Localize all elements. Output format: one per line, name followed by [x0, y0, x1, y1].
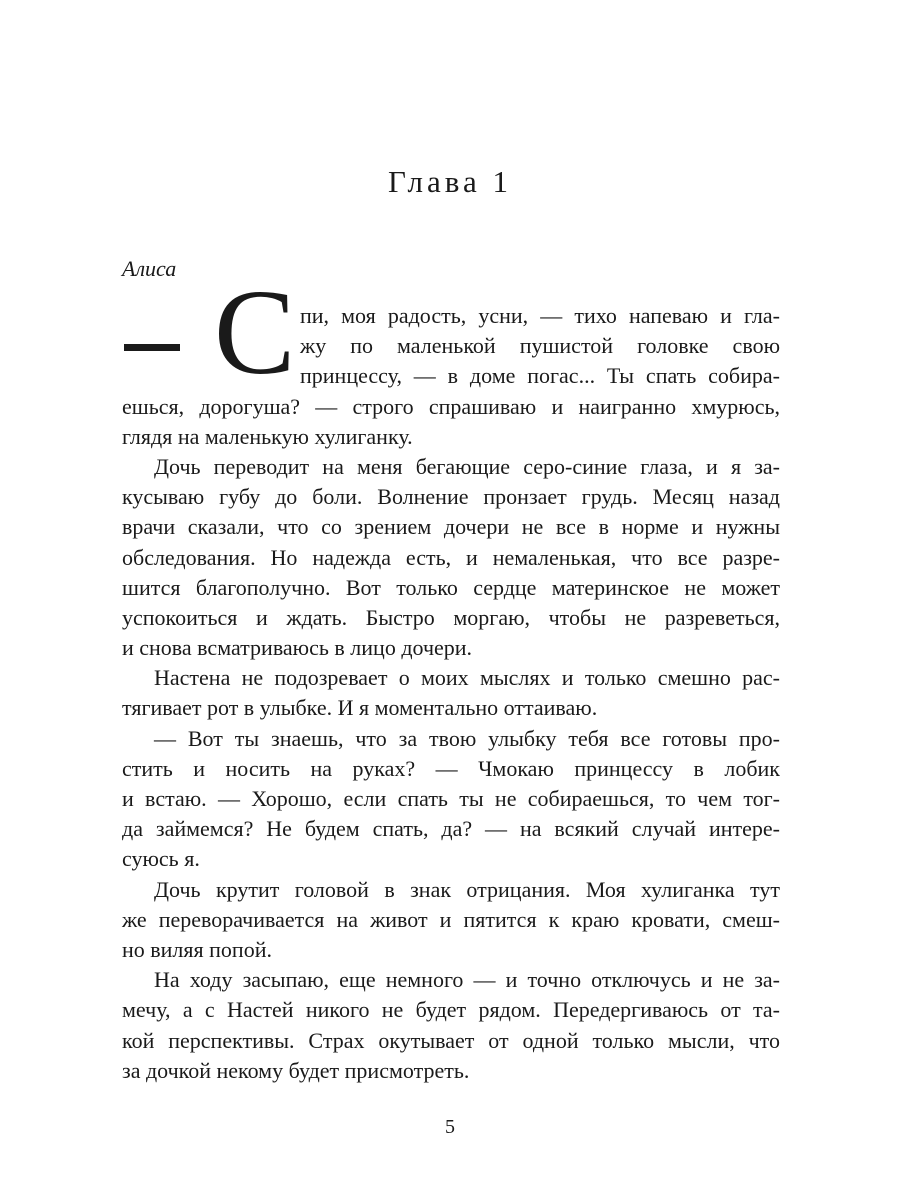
text-line: стить и носить на руках? — Чмокаю принцессу в лобик [122, 755, 780, 781]
page-number: 5 [445, 1116, 455, 1138]
text-line: ешься, дорогуша? — строго спрашиваю и наигранно хмурюсь, [122, 393, 780, 419]
text-line: Настена не подозревает о моих мыслях и только смешно рас- [154, 665, 780, 691]
text-line: жу по маленькой пушистой головке свою [300, 333, 780, 359]
text-line: кусываю губу до боли. Волнение пронзает грудь. Месяц назад [122, 484, 780, 510]
text-line: глядя на маленькую хулиганку. [122, 423, 413, 449]
text-line: за дочкой некому будет присмотреть. [122, 1057, 470, 1083]
body-text [122, 301, 780, 1086]
text-line: мечу, а с Настей никого не будет рядом. Передергиваюсь от та- [122, 997, 780, 1023]
text-line: да займемся? Не будем спать, да? — на всякий случай интере- [122, 816, 780, 842]
text-line: но виляя попой. [122, 936, 272, 962]
text-line: — Вот ты знаешь, что за твою улыбку тебя все готовы про- [154, 725, 780, 751]
pov-character-name: Алиса [122, 256, 177, 281]
text-line: кой перспективы. Страх окутывает от одной только мысли, что [122, 1027, 780, 1053]
text-line: Дочь переводит на меня бегающие серо-синие глаза, и я за- [154, 453, 780, 479]
text-line: принцессу, — в доме погас... Ты спать собира- [300, 363, 780, 389]
text-line: На ходу засыпаю, еще немного — и точно отключусь и не за- [154, 967, 780, 993]
text-line: шится благополучно. Вот только сердце материнское не может [122, 574, 780, 600]
text-line: и снова всматриваюсь в лицо дочери. [122, 635, 473, 661]
text-line: и встаю. — Хорошо, если спать ты не собираешься, то чем тог- [122, 786, 780, 811]
text-line: суюсь я. [122, 846, 200, 872]
text-line: тягивает рот в улыбке. И я моментально оттаиваю. [122, 695, 598, 721]
text-line: врачи сказали, что со зрением дочери не все в норме и нужны [122, 514, 780, 540]
drop-cap-letter: С [214, 265, 296, 400]
chapter-title: Глава 1 [387, 164, 513, 199]
text-line: успокоиться и ждать. Быстро моргаю, чтобы не разреветься, [122, 604, 780, 630]
text-line: обследования. Но надежда есть, и немаленькая, что все разре- [122, 544, 780, 570]
text-line: Дочь крутит головой в знак отрицания. Моя хулиганка тут [154, 876, 780, 902]
text-line: пи, моя радость, усни, — тихо напеваю и гла- [300, 303, 780, 328]
text-line: же переворачивается на живот и пятится к краю кровати, смеш- [122, 906, 780, 932]
